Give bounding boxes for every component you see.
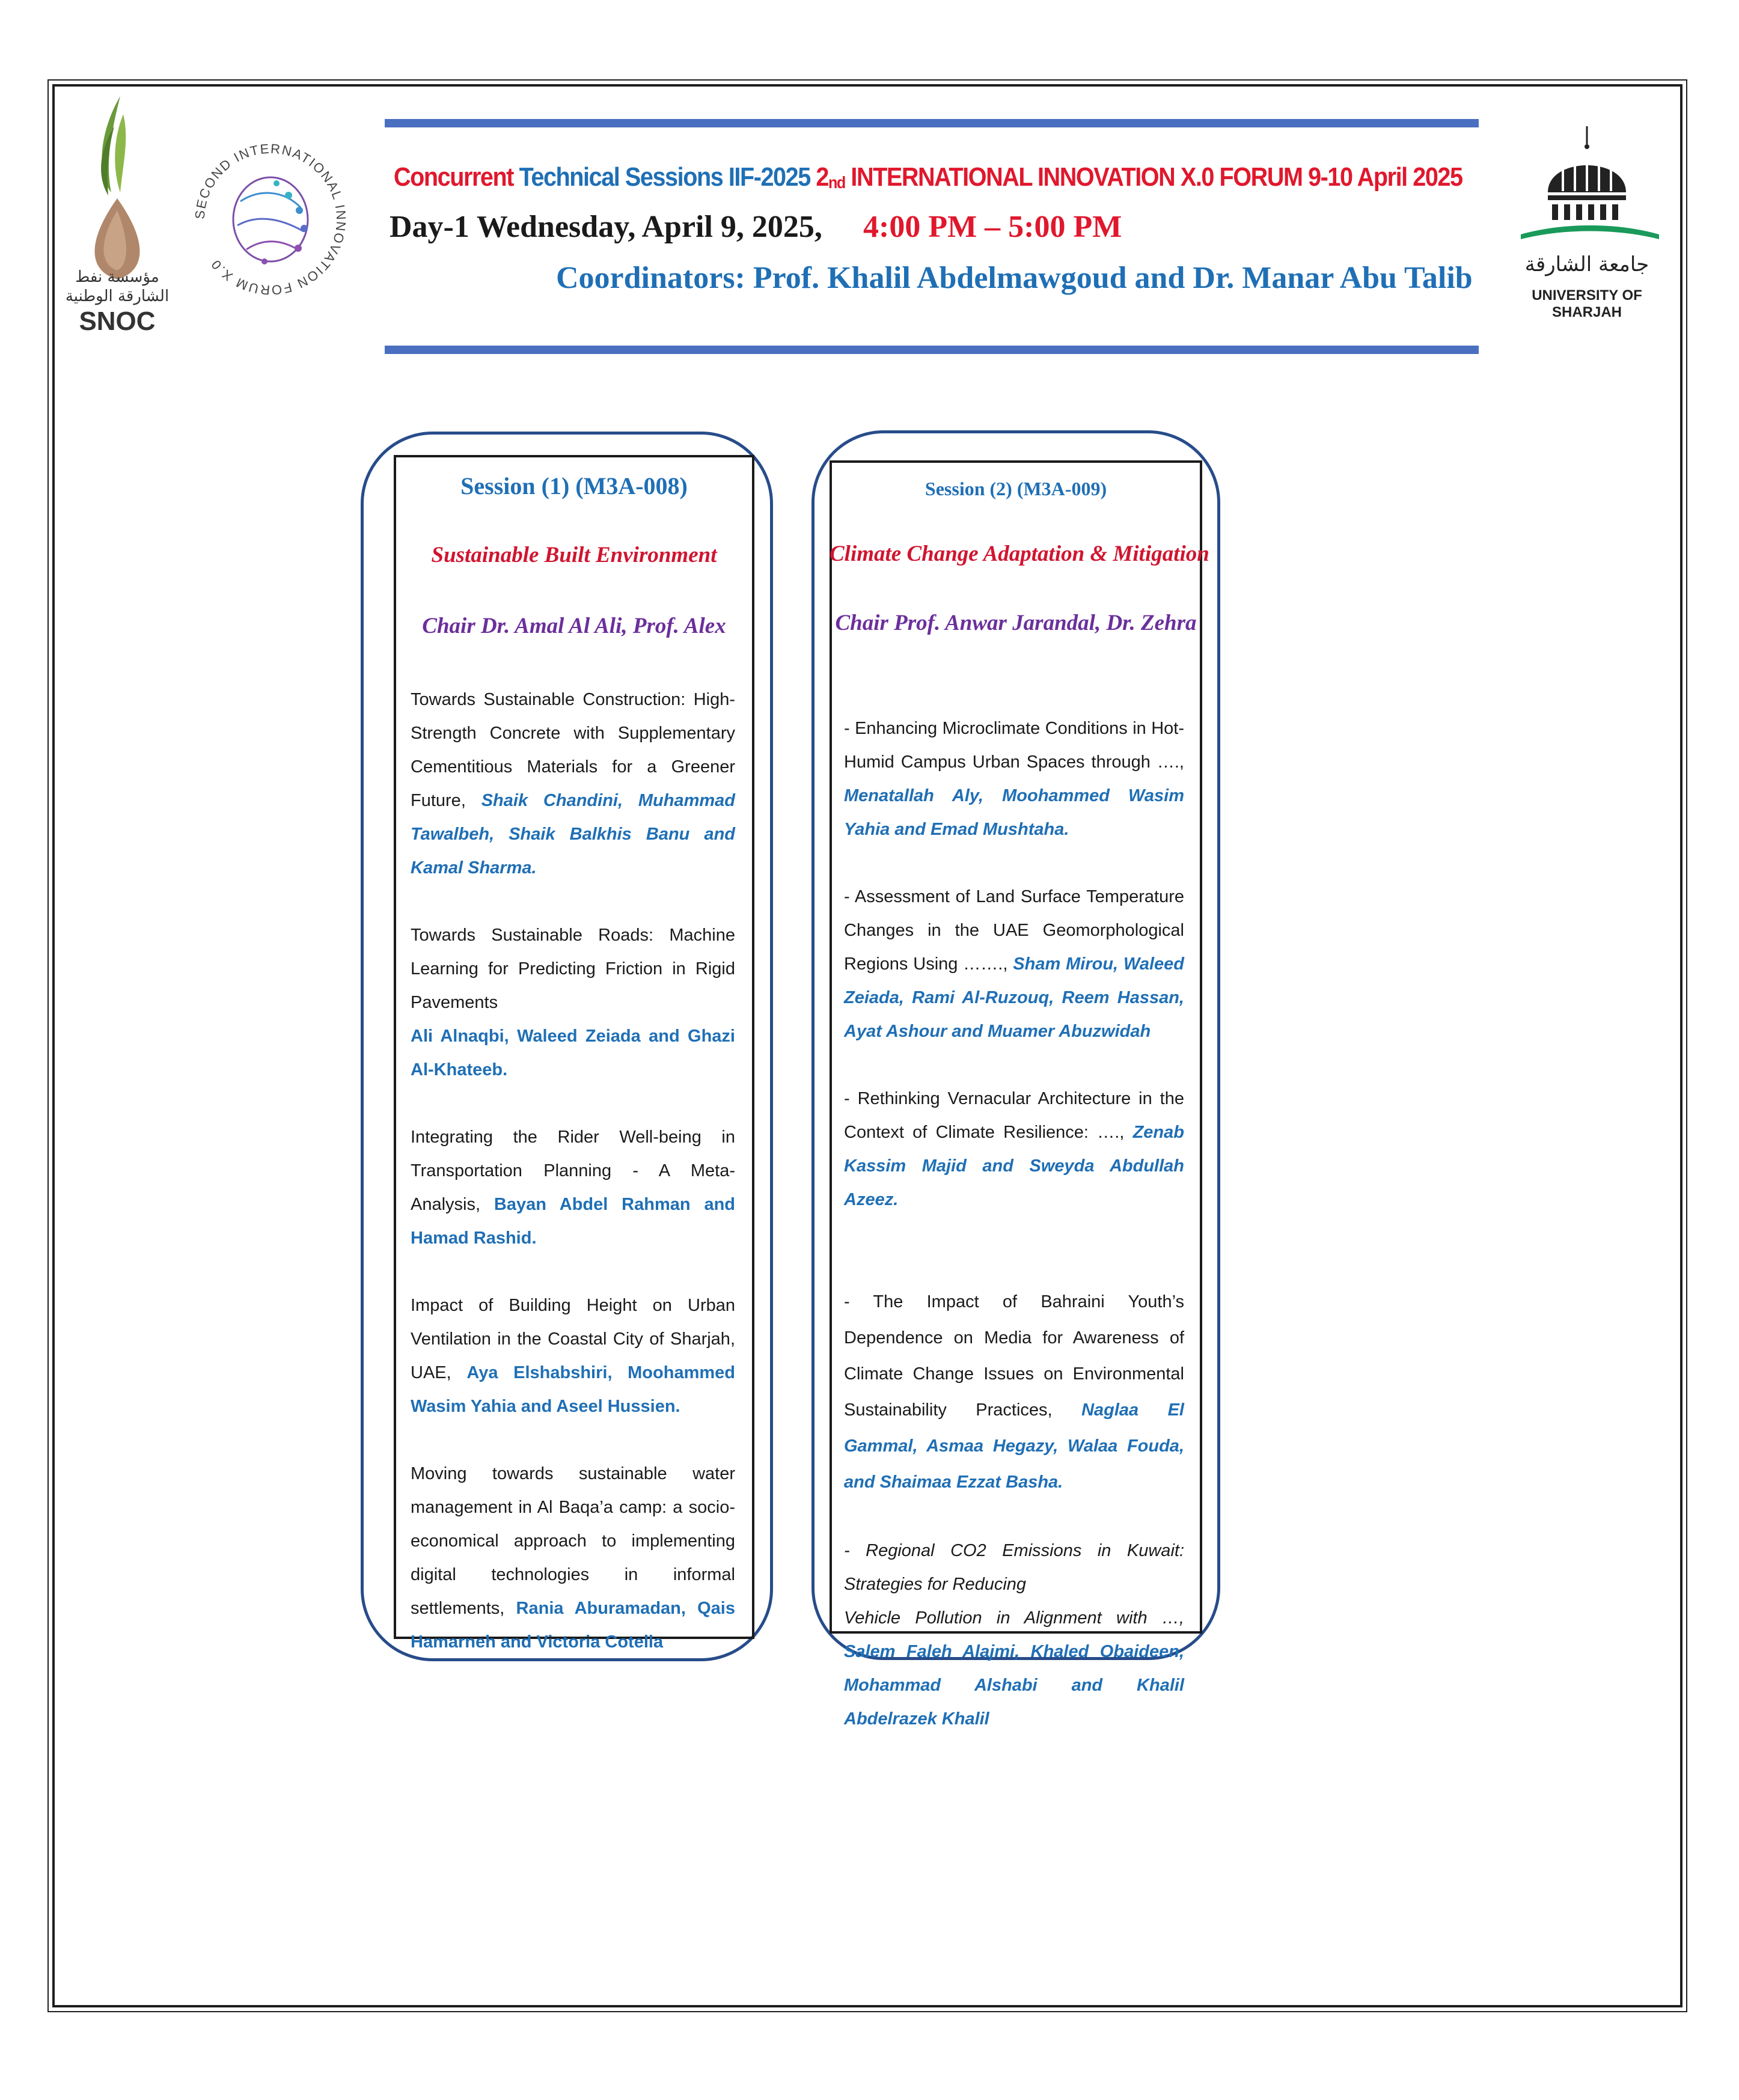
paper-title: - Regional CO2 Emissions in Kuwait: Strategies for Reducing xyxy=(844,1541,1184,1594)
paper-title: - Rethinking Vernacular Architecture in the Context of Climate Resilience: …., xyxy=(844,1089,1184,1142)
session-1-topic: Sustainable Built Environment xyxy=(431,543,717,567)
forum-logo-icon xyxy=(192,105,349,334)
paper-item xyxy=(844,1284,1184,1500)
header-title-forum: INTERNATIONAL INNOVATION X.0 FORUM 9-10 April 2025 xyxy=(845,162,1462,192)
session-1-title: Session (1) (M3A-008) xyxy=(460,472,688,499)
snoc-arabic-line2: الشارقة الوطنية xyxy=(65,287,170,305)
paper-title: - The Impact of Bahraini Youth’s Dependence on Media for Awareness of Climate Change Issues on Environmental Sustainability Practices, xyxy=(844,1292,1184,1420)
uos-arabic-name: جامعة الشارقة xyxy=(1524,252,1649,276)
header-rule-bottom xyxy=(385,346,1479,354)
header-time: 4:00 PM – 5:00 PM xyxy=(863,210,1122,244)
paper-item xyxy=(844,1534,1184,1736)
header-title-concurrent: Concurrent xyxy=(394,162,514,192)
paper-title: - Assessment of Land Surface Temperature Changes in the UAE Geomorphological Regions Using ……., xyxy=(844,887,1184,974)
paper-title: Integrating the Rider Well-being in Transportation Planning - A Meta-Analysis, xyxy=(411,1128,735,1214)
paper-title-continued: Vehicle Pollution in Alignment with …, xyxy=(844,1608,1184,1628)
paper-authors: Zenab Kassim Majid and Sweyda Abdullah Azeez. xyxy=(844,1123,1184,1209)
paper-item xyxy=(411,1457,735,1659)
paper-title: Moving towards sustainable water management in Al Baqa’a camp: a socio-economical approach to implementing digital technologies in informal settlements, xyxy=(411,1464,735,1618)
snoc-arabic-name xyxy=(63,267,171,306)
paper-authors: Naglaa El Gammal, Asmaa Hegazy, Walaa Fouda, and Shaimaa Ezzat Basha. xyxy=(844,1400,1184,1492)
paper-title: Towards Sustainable Construction: High-Strength Concrete with Supplementary Cementitious Materials for a Greener Future, xyxy=(411,690,735,810)
uos-logo-icon xyxy=(1497,120,1677,264)
paper-title: Towards Sustainable Roads: Machine Learning for Predicting Friction in Rigid Pavements xyxy=(411,926,735,1012)
paper-item xyxy=(844,880,1184,1048)
paper-authors: Ali Alnaqbi, Waleed Zeiada and Ghazi Al-Khateeb. xyxy=(411,1027,735,1079)
session-2-title: Session (2) (M3A-009) xyxy=(925,478,1107,499)
header-title-ordinal-suffix: nd xyxy=(828,173,845,192)
paper-authors: Salem Faleh Alajmi, Khaled Obaideen, Mohammad Alshabi and Khalil Abdelrazek Khalil xyxy=(844,1642,1184,1729)
paper-item xyxy=(844,712,1184,846)
paper-item xyxy=(411,1289,735,1423)
uos-name: UNIVERSITY OF SHARJAH xyxy=(1532,287,1642,320)
paper-authors: Rania Aburamadan, Qais Hamarneh and Victoria Cotella xyxy=(411,1599,735,1652)
session-2-topic: Climate Change Adaptation & Mitigation xyxy=(830,542,1209,566)
paper-authors: Menatallah Aly, Moohammed Wasim Yahia and Emad Mushtaha. xyxy=(844,786,1184,839)
snoc-arabic-line1: مؤسسة نفط xyxy=(75,268,159,286)
paper-item xyxy=(844,1082,1184,1216)
session-2-papers xyxy=(844,712,1184,1769)
session-2-chair: Chair Prof. Anwar Jarandal, Dr. Zehra xyxy=(835,611,1197,635)
header-title-sessions: Technical Sessions IIF-2025 xyxy=(513,162,816,192)
paper-authors: Sham Mirou, Waleed Zeiada, Rami Al-Ruzouq, Reem Hassan, Ayat Ashour and Muamer Abuzwidah xyxy=(844,954,1184,1041)
session-1-papers xyxy=(411,683,735,1693)
header-title xyxy=(394,162,1462,192)
paper-title: - Enhancing Microclimate Conditions in Hot-Humid Campus Urban Spaces through …., xyxy=(844,719,1184,772)
paper-title: Impact of Building Height on Urban Ventilation in the Coastal City of Sharjah, UAE, xyxy=(411,1296,735,1382)
header-title-ordinal: 2 xyxy=(816,162,828,192)
forum-ring-text: SECOND INTERNATIONAL INNOVATION FORUM X.0 xyxy=(192,141,349,298)
session-1-chair: Chair Dr. Amal Al Ali, Prof. Alex xyxy=(422,614,726,638)
paper-authors: Shaik Chandini, Muhammad Tawalbeh, Shaik Balkhis Banu and Kamal Sharma. xyxy=(411,791,735,878)
paper-authors: Aya Elshabshiri, Moohammed Wasim Yahia and Aseel Hussien. xyxy=(411,1363,735,1416)
header-day: Day-1 Wednesday, April 9, 2025, xyxy=(390,210,822,244)
paper-authors: Bayan Abdel Rahman and Hamad Rashid. xyxy=(411,1195,736,1248)
paper-item xyxy=(411,1120,735,1255)
header-rule-top xyxy=(385,119,1479,127)
snoc-name: SNOC xyxy=(79,307,156,336)
paper-item xyxy=(411,918,735,1087)
header-coordinators: Coordinators: Prof. Khalil Abdelmawgoud and Dr. Manar Abu Talib xyxy=(556,261,1473,295)
paper-item xyxy=(411,683,735,885)
